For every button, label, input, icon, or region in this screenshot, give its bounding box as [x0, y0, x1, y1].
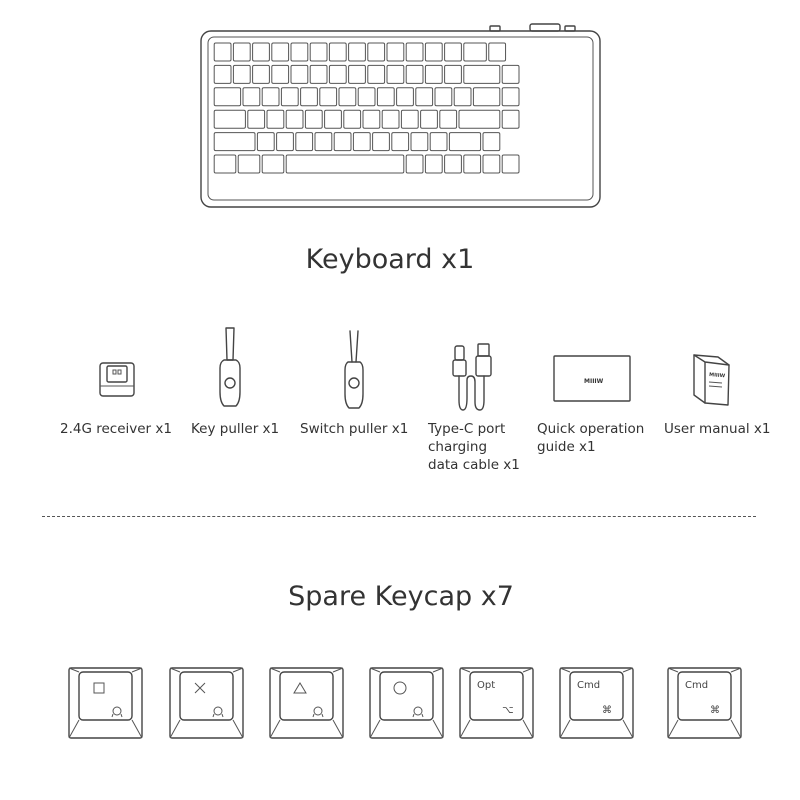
spare-keycap	[270, 668, 343, 738]
circle-icon	[394, 682, 406, 694]
key-puller-label: Key puller x1	[191, 421, 280, 437]
keycap-sub-legend: ⌘	[602, 705, 612, 716]
keycap-legend: Cmd	[577, 680, 601, 691]
cross-icon	[195, 683, 205, 693]
gamepad-glyph-icon	[413, 707, 423, 717]
user-manual-label: User manual x1	[664, 421, 771, 437]
quick-guide-label: Quick operation guide x1	[537, 421, 645, 455]
square-icon	[94, 683, 104, 693]
gamepad-glyph-icon	[313, 707, 323, 717]
spare-keycap	[170, 668, 243, 738]
keycap-legend: Cmd	[685, 680, 709, 691]
spare-keycap	[560, 668, 633, 738]
keycap-sub-legend: ⌥	[502, 705, 514, 716]
spare-keycap	[370, 668, 443, 738]
spare-keycap	[460, 668, 533, 738]
receiver-label: 2.4G receiver x1	[60, 421, 172, 437]
spare-keycap	[668, 668, 741, 738]
spare-keycap-title: Spare Keycap x7	[288, 581, 514, 612]
svg-text:MIIIW: MIIIW	[584, 378, 604, 385]
switch-puller-label: Switch puller x1	[300, 421, 409, 437]
keycap-sub-legend: ⌘	[710, 705, 720, 716]
gamepad-glyph-icon	[213, 707, 223, 717]
gamepad-glyph-icon	[112, 707, 122, 717]
svg-text:MIIIW: MIIIW	[708, 372, 726, 380]
triangle-icon	[294, 683, 306, 693]
keyboard-title: Keyboard x1	[305, 244, 475, 275]
keycap-legend: Opt	[477, 680, 496, 691]
cable-label: Type-C port charging data cable x1	[428, 421, 520, 473]
spare-keycap	[69, 668, 142, 738]
